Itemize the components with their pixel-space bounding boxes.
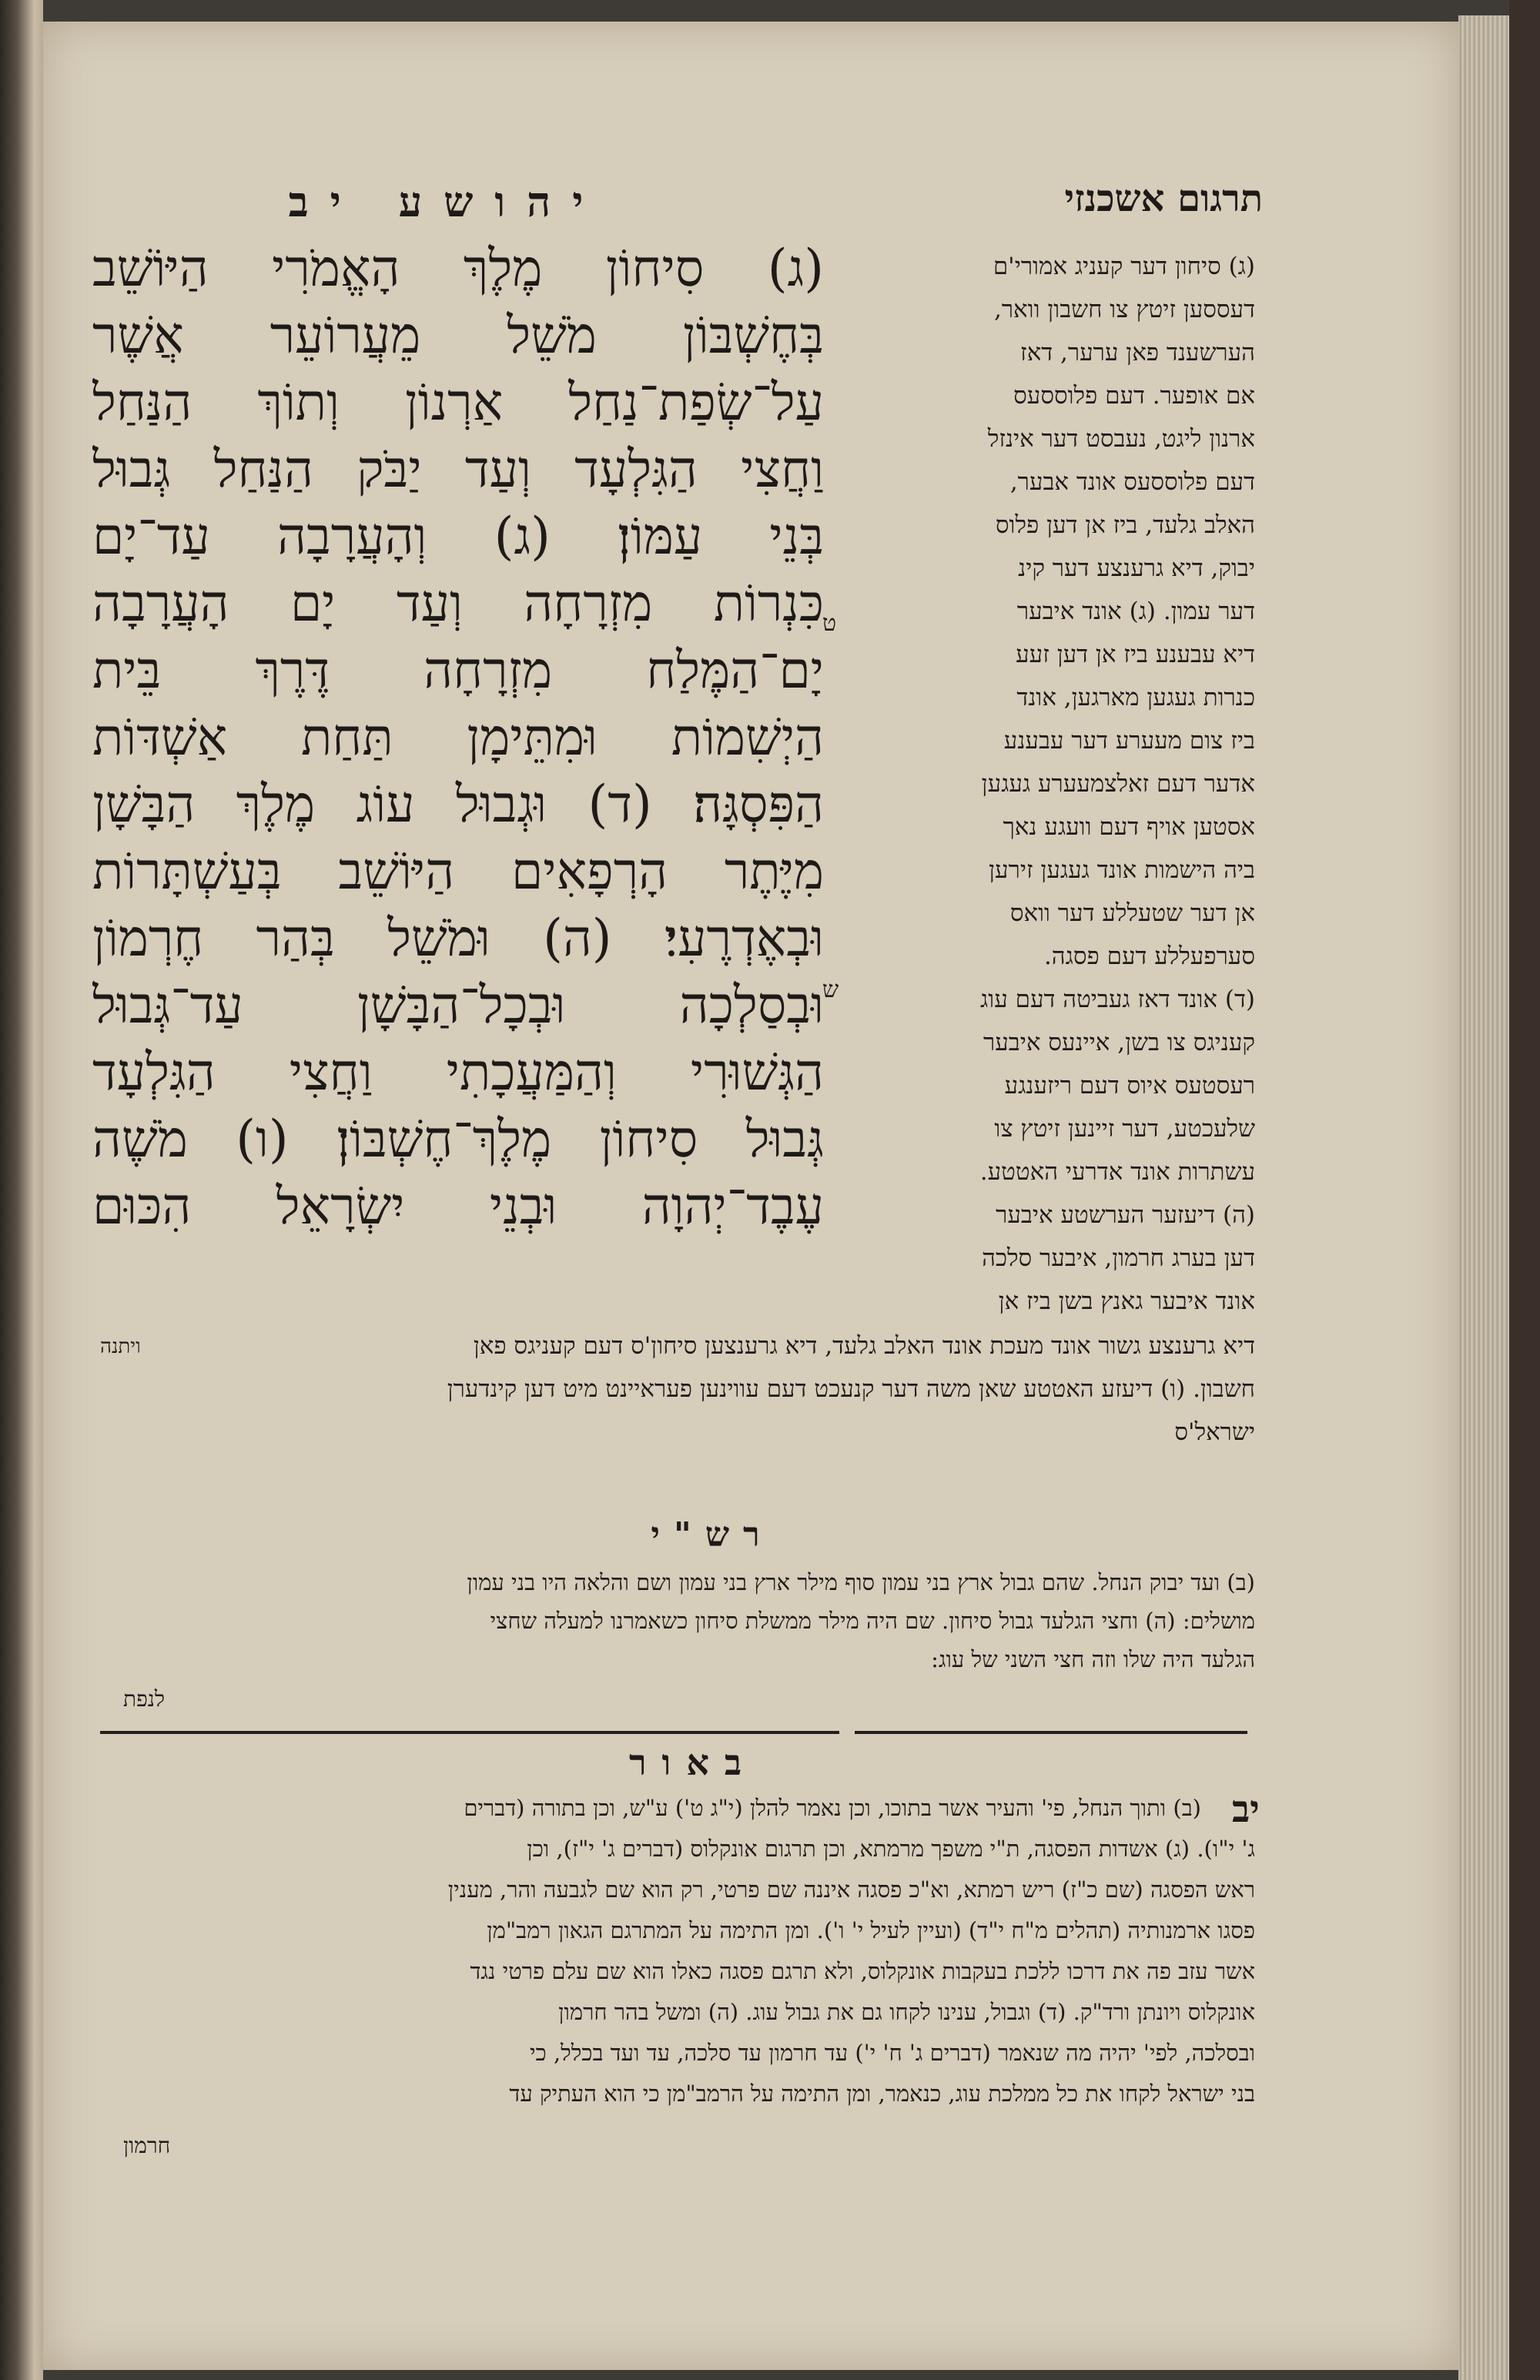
bible-line: בְּחֶשְׁבּוֹן מֹשֵׁל מֵעֲרוֹעֵר אֲשֶׁר — [92, 306, 824, 365]
bible-line: מִיֶּתֶר הָרְפָאִים הַיּוֹשֵׁב בְּעַשְׁתָּרוֹת — [92, 842, 824, 901]
chapter-number: יב — [1232, 1788, 1260, 1831]
bible-line: יָם־הַמֶּלַח מִזְרָחָה דֶּרֶךְ בֵּית — [92, 641, 824, 700]
bible-line: עֶבֶד־יְהוָה וּבְנֵי יִשְׂרָאֵל הִכּוּם — [92, 1177, 824, 1236]
targum-line: ביז צום מעערע דער עבענע — [1003, 727, 1255, 755]
bible-line: (ג) סִיחוֹן מֶלֶךְ הָאֱמֹרִי הַיּוֹשֵׁב — [92, 239, 824, 298]
biur-line: פסגו ארמנותיה (תהלים מ"ח י"ד) (ועיין לעיל י' ו'). ומן התימה על המתרגם הגאון רמב"מן — [487, 1917, 1255, 1943]
targum-line: דעססען זיטץ צו חשבון וואר, — [993, 296, 1255, 323]
targum-line: אן דער שטעללע דער וואס — [1009, 899, 1255, 927]
biur-line: ראש הפסגה (שם כ"ז) ריש רמתא, וא"כ פסגה איננה שם פרטי, רק הוא שם לגבעה והר, מענין — [447, 1876, 1255, 1903]
targum-line: (ד) אונד דאז געביטה דעם עוג — [980, 986, 1255, 1013]
targum-line: אדער דעם זאלצמעערע געגען — [981, 770, 1255, 798]
targum-line: דיא עבענע ביז אן דען זעע — [1016, 641, 1255, 668]
bible-text-column — [92, 235, 824, 1240]
biur-line: ג' י"ו). (ג) אשדות הפסגה, ת"י משפך מרמתא, וכן תרגום אונקלוס (דברים ג' י"ז), וכן — [527, 1836, 1255, 1862]
targum-line: עשתרות אונד אדרעי האטטע. — [979, 1158, 1255, 1186]
bible-line: כִּנְרוֹת מִזְרָחָה וְעַד יָם הָעֲרָבָה — [92, 574, 824, 633]
book-spine-edge — [0, 0, 43, 2380]
rashi-catchword: לנפת — [123, 1686, 165, 1712]
biur-catchword: חרמון — [123, 2133, 171, 2158]
biur-line: אונקלוס ויונתן ורד"ק. (ד) וגבול, ענינו לקחו גם את גבול עוג. (ה) ומשל בהר חרמון — [558, 1999, 1255, 2025]
targum-line: ישראל'ס — [1174, 1418, 1255, 1446]
bible-line: וּבְסַלְכָה וּבְכָל־הַבָּשָׁן עַד־גְּבוּל — [92, 976, 824, 1035]
targum-line: יבוק, דיא גרענצע דער קינ — [1018, 554, 1255, 582]
bible-line: הַיְשִׁמוֹת וּמִתֵּימָן תַּחַת אַשְׁדּוֹת — [92, 708, 824, 767]
running-head-targum: תרגום אשכנזי — [1064, 177, 1263, 220]
targum-line: דיא גרענצע גשור אונד מעכת אונד האלב גלעד, דיא גרענצען סיחון'ס דעם קעניגס פאן — [473, 1332, 1255, 1360]
targum-line: (ג) סיחון דער קעניג אמורי'ם — [993, 253, 1255, 280]
book-cover-edge — [1509, 0, 1540, 2380]
targum-line: הערשענד פאן ערער, דאז — [1020, 339, 1255, 367]
targum-line: קעניגס צו בשן, איינעס איבער — [983, 1029, 1255, 1056]
rashi-commentary — [92, 1563, 1255, 1679]
bible-line: עַל־שְׂפַת־נַחַל אַרְנוֹן וְתוֹךְ הַנַּחַל — [92, 373, 824, 432]
bible-line: וַחֲצִי הַגִּלְעָד וְעַד יַבֹּק הַנַּחַל גְּבוּל — [92, 440, 824, 499]
divider-rule — [100, 1731, 839, 1734]
divider-rule — [855, 1731, 1247, 1734]
targum-continuation — [100, 1324, 1255, 1454]
targum-line: שלעכטע, דער זיינען זיטץ צו — [994, 1115, 1255, 1143]
rashi-heading: רש"י — [651, 1515, 774, 1555]
targum-line: כנרות געגען מארגען, אונד — [1016, 684, 1255, 711]
rashi-line: (ב) ועד יבוק הנחל. שהם גבול ארץ בני עמון סוף מילר ארץ בני עמון ושם והלאה היו בני עמון — [467, 1569, 1255, 1595]
bible-line: גְּבוּל סִיחוֹן מֶלֶךְ־חֶשְׁבּוֹן׃ (ו) מֹשֶׁה — [92, 1110, 824, 1169]
rashi-line: מושלים: (ה) וחצי הגלעד גבול סיחון. שם היה מילר ממשלת סיחון כשאמרנו למעלה שחצי — [490, 1608, 1255, 1634]
targum-line: ביה הישמות אונד געגען זירען — [989, 856, 1255, 884]
bible-line: וּבְאֶדְרֶעִי׃ (ה) וּמֹשֵׁל בְּהַר חֶרְמוֹן — [92, 909, 824, 968]
targum-line: אונד איבער גאנץ בשן ביז אן — [998, 1287, 1255, 1315]
rashi-line: הגלעד היה שלו וזה חצי השני של עוג: — [931, 1646, 1255, 1672]
biur-heading: באור — [628, 1742, 758, 1783]
biur-commentary — [92, 1788, 1255, 2114]
targum-line: רעסטעס איוס דעם ריזענגע — [1004, 1072, 1255, 1100]
targum-line: סערפעללע דעם פסגה. — [1043, 942, 1255, 970]
targum-line: דעם פלוססעס אונד אבער, — [1009, 468, 1255, 496]
bible-line: הַפִּסְגָּה׃ (ד) וּגְבוּל עוֹג מֶלֶךְ הַבָּשָׁן — [92, 775, 824, 834]
bible-line: בְּנֵי עַמּוֹן׃ (ג) וְהָעֲרָבָה עַד־יָם — [92, 507, 824, 566]
biur-line: (ב) ותוך הנחל, פי' והעיר אשר בתוכו, וכן נאמר להלן (י"ג ט') ע"ש, וכן בתורה (דברים — [464, 1795, 1201, 1821]
margin-mark: ש — [822, 976, 839, 1003]
biur-line: ובסלכה, לפי' יהיה מה שנאמר (דברים ג' ח' י') עד חרמון עד סלכה, עד ועד בכלל, כי — [529, 2040, 1255, 2066]
targum-line: (ה) דיעזער הערשטע איבער — [996, 1201, 1255, 1229]
targum-line: אסטען אויף דעם וועגע נאך — [1003, 813, 1255, 841]
running-head-book: יהושע יב — [288, 177, 605, 226]
targum-line: האלב גלעד, ביז אן דען פלוס — [995, 511, 1255, 539]
catchword: ויתנה — [100, 1335, 141, 1358]
bible-line: הַגְּשׁוּרִי וְהַמַּעֲכָתִי וַחֲצִי הַגִּלְעָד — [92, 1043, 824, 1102]
targum-line: דער עמון. (ג) אונד איבער — [1016, 598, 1255, 625]
targum-line: חשבון. (ו) דיעזע האטטע שאן משה דער קנעכט דעם עווינען פעראיינט מיט דען קינדערן — [447, 1375, 1255, 1403]
biur-line: אשר עזב פה את דרכו ללכת בעקבות אונקלוס, ולא תרגם פסגה כאלו הוא שם עלם פרטי נגד — [470, 1958, 1255, 1984]
targum-line: אם אופער. דעם פלוססעס — [1013, 382, 1255, 410]
targum-line: דען בערג חרמון, איבער סלכה — [982, 1244, 1255, 1272]
biur-line: בני ישראל לקחו את כל ממלכת עוג, כנאמר, ומן התימה על הרמב"מן כי הוא העתיק עד — [509, 2080, 1255, 2107]
targum-line: ארנון ליגט, נעבסט דער אינזל — [987, 425, 1255, 453]
margin-mark: ט — [822, 610, 837, 637]
targum-column — [824, 245, 1255, 1323]
